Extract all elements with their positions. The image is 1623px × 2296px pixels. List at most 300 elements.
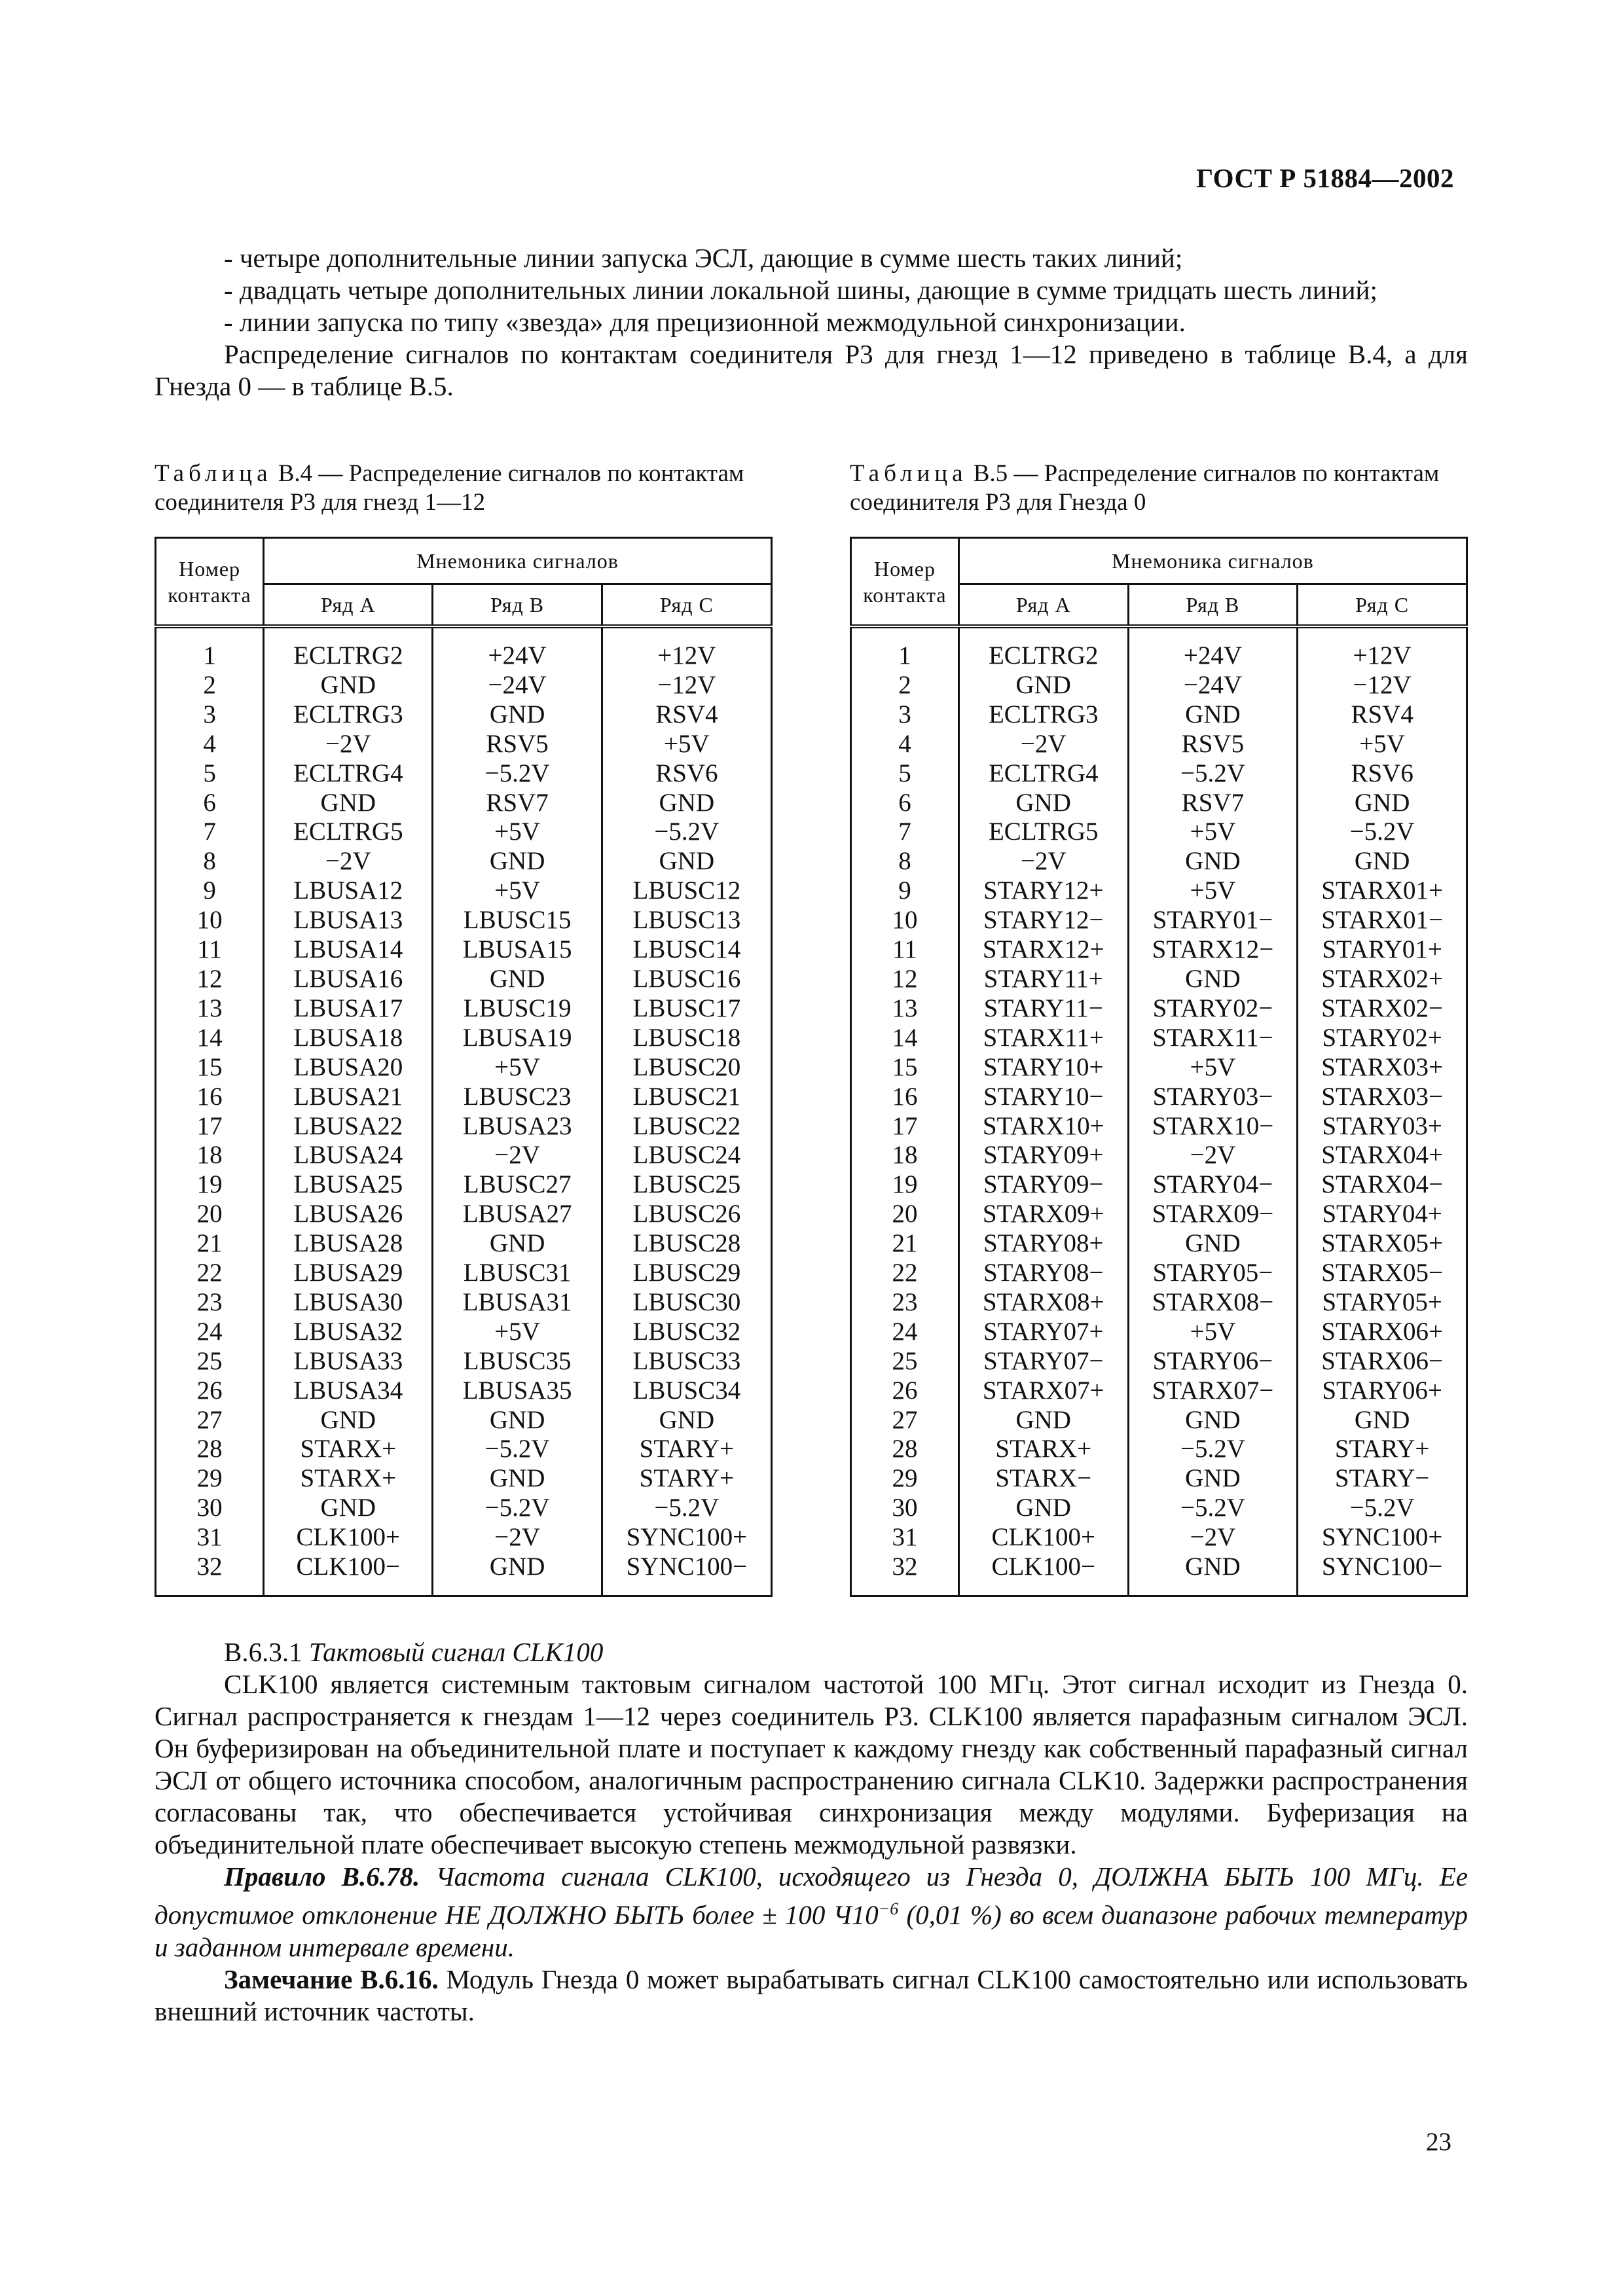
- table-row: [851, 1406, 1467, 1435]
- signal-cell: RSV7: [1128, 789, 1298, 818]
- rule-sup: −6: [878, 1899, 899, 1918]
- signal-cell: −2V: [958, 730, 1128, 759]
- table-b5-col-b: Ряд В: [1128, 584, 1298, 627]
- signal-cell: STARX08−: [1128, 1288, 1298, 1318]
- signal-cell: STARX−: [958, 1464, 1128, 1494]
- signal-cell: LBUSC22: [602, 1112, 771, 1141]
- table-row: [156, 1053, 772, 1083]
- signal-cell: LBUSA33: [264, 1347, 433, 1376]
- contact-number-cell: 27: [156, 1406, 264, 1435]
- signal-cell: LBUSC13: [602, 906, 771, 935]
- signal-cell: GND: [1128, 965, 1298, 994]
- signal-cell: ECLTRG2: [264, 641, 433, 671]
- signal-cell: LBUSA28: [264, 1229, 433, 1259]
- signal-cell: STARX12+: [958, 935, 1128, 965]
- table-row: [156, 1464, 772, 1494]
- note-paragraph: [155, 1964, 1468, 2028]
- signal-cell: STARX02+: [1298, 965, 1467, 994]
- signal-cell: LBUSA24: [264, 1141, 433, 1170]
- signal-cell: GND: [1128, 847, 1298, 876]
- table-b4-head-num: Номер контакта: [156, 538, 264, 627]
- table-row: [156, 1141, 772, 1170]
- signal-cell: ECLTRG2: [958, 641, 1128, 671]
- table-row: [851, 876, 1467, 906]
- table-b5-head-group: Мнемоника сигналов: [958, 538, 1467, 584]
- signal-cell: STARX06−: [1298, 1347, 1467, 1376]
- table-b5-caption-text: В.5 — Распределение сигналов по контактам соединителя Р3 для Гнезда 0: [850, 460, 1440, 516]
- table-row: [851, 935, 1467, 965]
- signal-cell: GND: [1128, 1406, 1298, 1435]
- table-row: [851, 994, 1467, 1024]
- signal-cell: CLK100+: [264, 1523, 433, 1552]
- contact-number-cell: 32: [851, 1552, 959, 1596]
- signal-cell: GND: [1298, 1406, 1467, 1435]
- signal-cell: +5V: [1128, 1053, 1298, 1083]
- signal-cell: STARY08+: [958, 1229, 1128, 1259]
- rule-label: Правило В.6.78.: [224, 1861, 420, 1892]
- contact-number-cell: 3: [156, 700, 264, 730]
- table-row: [156, 1552, 772, 1596]
- signal-cell: RSV4: [1298, 700, 1467, 730]
- signal-cell: STARY01−: [1128, 906, 1298, 935]
- contact-number-cell: 19: [851, 1170, 959, 1200]
- contact-number-cell: 18: [851, 1141, 959, 1170]
- signal-cell: LBUSA15: [433, 935, 602, 965]
- signal-cell: STARY11+: [958, 965, 1128, 994]
- table-b4: [155, 537, 773, 1597]
- contact-number-cell: 2: [156, 671, 264, 700]
- signal-cell: LBUSC32: [602, 1318, 771, 1347]
- signal-cell: STARY09−: [958, 1170, 1128, 1200]
- table-row: [156, 1318, 772, 1347]
- signal-cell: LBUSA29: [264, 1259, 433, 1288]
- signal-cell: −2V: [1128, 1141, 1298, 1170]
- signal-cell: STARX10−: [1128, 1112, 1298, 1141]
- signal-cell: −5.2V: [1298, 1494, 1467, 1523]
- contact-number-cell: 27: [851, 1406, 959, 1435]
- signal-cell: −12V: [1298, 671, 1467, 700]
- table-row: [851, 965, 1467, 994]
- signal-cell: −2V: [264, 730, 433, 759]
- table-row: [156, 1494, 772, 1523]
- contact-number-cell: 21: [851, 1229, 959, 1259]
- table-row: [851, 1347, 1467, 1376]
- table-row: [156, 1200, 772, 1229]
- table-row: [156, 730, 772, 759]
- table-b5: [850, 537, 1468, 1597]
- signal-cell: LBUSA13: [264, 906, 433, 935]
- signal-cell: GND: [602, 1406, 771, 1435]
- contact-number-cell: 9: [156, 876, 264, 906]
- table-row: [156, 1406, 772, 1435]
- signal-cell: STARY+: [602, 1464, 771, 1494]
- signal-cell: LBUSA21: [264, 1083, 433, 1112]
- table-row: [851, 1170, 1467, 1200]
- signal-cell: CLK100−: [958, 1552, 1128, 1596]
- signal-cell: STARX02−: [1298, 994, 1467, 1024]
- contact-number-cell: 15: [156, 1053, 264, 1083]
- signal-cell: −5.2V: [1128, 759, 1298, 789]
- signal-cell: STARY02−: [1128, 994, 1298, 1024]
- table-row: [851, 906, 1467, 935]
- signal-cell: −5.2V: [433, 1435, 602, 1464]
- signal-cell: −2V: [264, 847, 433, 876]
- table-row: [156, 1288, 772, 1318]
- signal-cell: GND: [433, 1229, 602, 1259]
- table-b5-head-num: Номер контакта: [851, 538, 959, 627]
- contact-number-cell: 20: [851, 1200, 959, 1229]
- table-row: [851, 847, 1467, 876]
- signal-cell: LBUSA20: [264, 1053, 433, 1083]
- contact-number-cell: 12: [851, 965, 959, 994]
- table-row: [156, 1170, 772, 1200]
- signal-cell: STARX09−: [1128, 1200, 1298, 1229]
- signal-cell: −2V: [433, 1141, 602, 1170]
- signal-cell: +12V: [602, 641, 771, 671]
- signal-cell: LBUSA27: [433, 1200, 602, 1229]
- table-row: [851, 1083, 1467, 1112]
- table-row: [851, 671, 1467, 700]
- signal-cell: STARX03+: [1298, 1053, 1467, 1083]
- signal-cell: STARY04−: [1128, 1170, 1298, 1200]
- contact-number-cell: 4: [156, 730, 264, 759]
- signal-cell: GND: [1128, 700, 1298, 730]
- signal-cell: −5.2V: [602, 1494, 771, 1523]
- signal-cell: −2V: [433, 1523, 602, 1552]
- signal-cell: LBUSA31: [433, 1288, 602, 1318]
- contact-number-cell: 32: [156, 1552, 264, 1596]
- signal-cell: ECLTRG3: [958, 700, 1128, 730]
- signal-cell: GND: [264, 789, 433, 818]
- signal-cell: STARY12+: [958, 876, 1128, 906]
- signal-cell: STARY09+: [958, 1141, 1128, 1170]
- signal-cell: STARX06+: [1298, 1318, 1467, 1347]
- table-row: [851, 1112, 1467, 1141]
- contact-number-cell: 10: [156, 906, 264, 935]
- table-row: [156, 671, 772, 700]
- contact-number-cell: 18: [156, 1141, 264, 1170]
- signal-cell: ECLTRG5: [958, 817, 1128, 847]
- signal-cell: LBUSA30: [264, 1288, 433, 1318]
- signal-cell: STARX07+: [958, 1376, 1128, 1406]
- signal-cell: LBUSC15: [433, 906, 602, 935]
- signal-cell: STARX04−: [1298, 1170, 1467, 1200]
- table-row: [851, 817, 1467, 847]
- signal-cell: −2V: [958, 847, 1128, 876]
- signal-cell: LBUSA22: [264, 1112, 433, 1141]
- signal-cell: STARX07−: [1128, 1376, 1298, 1406]
- signal-cell: STARY+: [602, 1435, 771, 1464]
- signal-cell: LBUSA23: [433, 1112, 602, 1141]
- table-row: [851, 1141, 1467, 1170]
- table-row: [156, 789, 772, 818]
- rule-text-1: Частота сигнала CLK100, исходящего из Гнезда 0, ДОЛЖНА БЫТЬ 100 МГц. Ее допустимое отклонение НЕ ДОЛЖНО БЫТЬ более ± 100 Ч10: [155, 1861, 1468, 1930]
- contact-number-cell: 10: [851, 906, 959, 935]
- contact-number-cell: 17: [156, 1112, 264, 1141]
- contact-number-cell: 2: [851, 671, 959, 700]
- signal-cell: LBUSC29: [602, 1259, 771, 1288]
- section-number: В.6.3.1: [224, 1637, 302, 1667]
- contact-number-cell: 30: [156, 1494, 264, 1523]
- signal-cell: STARY08−: [958, 1259, 1128, 1288]
- signal-cell: LBUSC14: [602, 935, 771, 965]
- table-row: [156, 1347, 772, 1376]
- signal-cell: +5V: [433, 876, 602, 906]
- signal-cell: ECLTRG3: [264, 700, 433, 730]
- table-row: [156, 847, 772, 876]
- signal-cell: LBUSC17: [602, 994, 771, 1024]
- table-row: [156, 935, 772, 965]
- signal-cell: STARX12−: [1128, 935, 1298, 965]
- signal-cell: STARX01−: [1298, 906, 1467, 935]
- signal-cell: RSV5: [1128, 730, 1298, 759]
- table-row: [851, 1288, 1467, 1318]
- contact-number-cell: 29: [156, 1464, 264, 1494]
- table-row: [851, 1229, 1467, 1259]
- table-row: [851, 1464, 1467, 1494]
- signal-cell: LBUSC35: [433, 1347, 602, 1376]
- contact-number-cell: 26: [156, 1376, 264, 1406]
- table-b4-caption-text: В.4 — Распределение сигналов по контактам соединителя Р3 для гнезд 1—12: [155, 460, 744, 516]
- intro-item: - линии запуска по типу «звезда» для прецизионной межмодульной синхронизации.: [224, 307, 1186, 337]
- table-b4-col-a: Ряд А: [264, 584, 433, 627]
- section-block: [155, 1636, 1468, 2028]
- signal-cell: −24V: [1128, 671, 1298, 700]
- signal-cell: LBUSC16: [602, 965, 771, 994]
- contact-number-cell: 19: [156, 1170, 264, 1200]
- section-title: Тактовый сигнал CLK100: [308, 1637, 604, 1667]
- table-row: [156, 1376, 772, 1406]
- table-row: [851, 1552, 1467, 1596]
- table-row: [851, 1024, 1467, 1053]
- signal-cell: STARX05+: [1298, 1229, 1467, 1259]
- contact-number-cell: 8: [156, 847, 264, 876]
- signal-cell: +5V: [1128, 817, 1298, 847]
- signal-cell: LBUSA14: [264, 935, 433, 965]
- contact-number-cell: 16: [156, 1083, 264, 1112]
- table-row: [851, 1376, 1467, 1406]
- signal-cell: −5.2V: [1128, 1435, 1298, 1464]
- signal-cell: CLK100+: [958, 1523, 1128, 1552]
- signal-cell: GND: [433, 1406, 602, 1435]
- signal-cell: STARY12−: [958, 906, 1128, 935]
- contact-number-cell: 31: [156, 1523, 264, 1552]
- intro-block: [155, 242, 1468, 403]
- signal-cell: LBUSA16: [264, 965, 433, 994]
- signal-cell: LBUSA32: [264, 1318, 433, 1347]
- signal-cell: +5V: [1298, 730, 1467, 759]
- signal-cell: LBUSC27: [433, 1170, 602, 1200]
- signal-cell: LBUSC28: [602, 1229, 771, 1259]
- contact-number-cell: 13: [156, 994, 264, 1024]
- signal-cell: +24V: [433, 641, 602, 671]
- signal-cell: −5.2V: [433, 759, 602, 789]
- contact-number-cell: 7: [156, 817, 264, 847]
- signal-cell: STARY05−: [1128, 1259, 1298, 1288]
- signal-cell: LBUSC25: [602, 1170, 771, 1200]
- table-row: [851, 1318, 1467, 1347]
- table-b4-col-b: Ряд В: [433, 584, 602, 627]
- signal-cell: STARY−: [1298, 1464, 1467, 1494]
- contact-number-cell: 21: [156, 1229, 264, 1259]
- table-row: [156, 1229, 772, 1259]
- contact-number-cell: 12: [156, 965, 264, 994]
- signal-cell: LBUSC26: [602, 1200, 771, 1229]
- table-row: [851, 700, 1467, 730]
- signal-cell: ECLTRG4: [958, 759, 1128, 789]
- table-b5-col-c: Ряд С: [1298, 584, 1467, 627]
- signal-cell: STARY01+: [1298, 935, 1467, 965]
- signal-cell: GND: [433, 1464, 602, 1494]
- signal-cell: LBUSC33: [602, 1347, 771, 1376]
- signal-cell: STARX+: [958, 1435, 1128, 1464]
- table-row: [156, 817, 772, 847]
- signal-cell: LBUSA34: [264, 1376, 433, 1406]
- signal-cell: STARY07+: [958, 1318, 1128, 1347]
- page-number: 23: [1426, 2128, 1451, 2156]
- table-row: [851, 1259, 1467, 1288]
- signal-cell: +5V: [433, 1318, 602, 1347]
- signal-cell: GND: [264, 1406, 433, 1435]
- signal-cell: STARX+: [264, 1464, 433, 1494]
- table-row: [156, 1024, 772, 1053]
- distribution-paragraph: Распределение сигналов по контактам соединителя Р3 для гнезд 1—12 приведено в таблице В.4, а для Гнезда 0 — в таблице В.5.: [155, 339, 1468, 401]
- contact-number-cell: 5: [851, 759, 959, 789]
- contact-number-cell: 14: [851, 1024, 959, 1053]
- signal-cell: STARY06−: [1128, 1347, 1298, 1376]
- section-body: CLK100 является системным тактовым сигналом частотой 100 МГц. Этот сигнал исходит из Гнезда 0. Сигнал распространяется к гнездам 1—12 через соединитель Р3. CLK100 является парафазным сигналом ЭСЛ. Он буферизирован на объединительной плате и поступает к каждому гнезду как собственный парафазный сигнал ЭСЛ от общего источника способом, аналогичным распространению сигнала CLK10. Задержки распространения согласованы так, что обеспечивается устойчивая синхронизация между модулями. Буферизация на объединительной плате обеспечивает высокую степень межмодульной развязки.: [155, 1669, 1468, 1859]
- contact-number-cell: 5: [156, 759, 264, 789]
- signal-cell: RSV6: [1298, 759, 1467, 789]
- signal-cell: STARY03+: [1298, 1112, 1467, 1141]
- signal-cell: −5.2V: [1298, 817, 1467, 847]
- signal-cell: LBUSC20: [602, 1053, 771, 1083]
- table-row: [851, 1494, 1467, 1523]
- signal-cell: STARY02+: [1298, 1024, 1467, 1053]
- signal-cell: STARX11−: [1128, 1024, 1298, 1053]
- signal-cell: RSV6: [602, 759, 771, 789]
- table-row: [156, 1435, 772, 1464]
- section-heading: [155, 1636, 1468, 1668]
- table-row: [156, 1259, 772, 1288]
- signal-cell: LBUSC21: [602, 1083, 771, 1112]
- signal-cell: GND: [1128, 1464, 1298, 1494]
- table-row: [851, 1053, 1467, 1083]
- signal-cell: −5.2V: [433, 1494, 602, 1523]
- signal-cell: −5.2V: [602, 817, 771, 847]
- table-b5-col-a: Ряд А: [958, 584, 1128, 627]
- note-label: Замечание В.6.16.: [224, 1964, 439, 1994]
- contact-number-cell: 22: [851, 1259, 959, 1288]
- signal-cell: STARX08+: [958, 1288, 1128, 1318]
- contact-number-cell: 25: [156, 1347, 264, 1376]
- signal-cell: +5V: [433, 817, 602, 847]
- signal-cell: LBUSA18: [264, 1024, 433, 1053]
- contact-number-cell: 8: [851, 847, 959, 876]
- signal-cell: LBUSC23: [433, 1083, 602, 1112]
- signal-cell: STARX05−: [1298, 1259, 1467, 1288]
- note-text: Модуль Гнезда 0 может вырабатывать сигнал CLK100 самостоятельно или использовать внешний источник частоты.: [155, 1964, 1468, 2026]
- signal-cell: GND: [433, 1552, 602, 1596]
- signal-cell: STARY+: [1298, 1435, 1467, 1464]
- signal-cell: GND: [1298, 789, 1467, 818]
- signal-cell: SYNC100−: [602, 1552, 771, 1596]
- signal-cell: STARY10−: [958, 1083, 1128, 1112]
- contact-number-cell: 15: [851, 1053, 959, 1083]
- contact-number-cell: 14: [156, 1024, 264, 1053]
- table-row: [156, 759, 772, 789]
- signal-cell: STARX10+: [958, 1112, 1128, 1141]
- signal-cell: LBUSA26: [264, 1200, 433, 1229]
- contact-number-cell: 13: [851, 994, 959, 1024]
- signal-cell: STARX04+: [1298, 1141, 1467, 1170]
- signal-cell: LBUSC24: [602, 1141, 771, 1170]
- signal-cell: LBUSC12: [602, 876, 771, 906]
- signal-cell: LBUSC31: [433, 1259, 602, 1288]
- signal-cell: +5V: [1128, 1318, 1298, 1347]
- contact-number-cell: 23: [156, 1288, 264, 1318]
- signal-cell: STARX11+: [958, 1024, 1128, 1053]
- signal-cell: SYNC100+: [1298, 1523, 1467, 1552]
- signal-cell: LBUSA17: [264, 994, 433, 1024]
- table-row: [851, 641, 1467, 671]
- table-b4-col-c: Ряд С: [602, 584, 771, 627]
- signal-cell: STARX03−: [1298, 1083, 1467, 1112]
- signal-cell: SYNC100−: [1298, 1552, 1467, 1596]
- signal-cell: GND: [958, 1406, 1128, 1435]
- contact-number-cell: 31: [851, 1523, 959, 1552]
- contact-number-cell: 1: [851, 641, 959, 671]
- contact-number-cell: 4: [851, 730, 959, 759]
- contact-number-cell: 16: [851, 1083, 959, 1112]
- contact-number-cell: 22: [156, 1259, 264, 1288]
- contact-number-cell: 6: [851, 789, 959, 818]
- table-row: [156, 876, 772, 906]
- table-row: [156, 965, 772, 994]
- signal-cell: ECLTRG4: [264, 759, 433, 789]
- signal-cell: +5V: [1128, 876, 1298, 906]
- signal-cell: GND: [958, 1494, 1128, 1523]
- signal-cell: −24V: [433, 671, 602, 700]
- signal-cell: STARY06+: [1298, 1376, 1467, 1406]
- table-row: [156, 1523, 772, 1552]
- signal-cell: STARY04+: [1298, 1200, 1467, 1229]
- intro-item: - четыре дополнительные линии запуска ЭСЛ, дающие в сумме шесть таких линий;: [224, 243, 1183, 273]
- signal-cell: STARY07−: [958, 1347, 1128, 1376]
- signal-cell: STARX+: [264, 1435, 433, 1464]
- signal-cell: GND: [1128, 1229, 1298, 1259]
- table-row: [156, 994, 772, 1024]
- contact-number-cell: 9: [851, 876, 959, 906]
- signal-cell: GND: [433, 700, 602, 730]
- contact-number-cell: 24: [156, 1318, 264, 1347]
- signal-cell: STARX01+: [1298, 876, 1467, 906]
- signal-cell: RSV5: [433, 730, 602, 759]
- table-row: [851, 1200, 1467, 1229]
- contact-number-cell: 23: [851, 1288, 959, 1318]
- signal-cell: LBUSC19: [433, 994, 602, 1024]
- signal-cell: LBUSC18: [602, 1024, 771, 1053]
- signal-cell: GND: [433, 965, 602, 994]
- signal-cell: +12V: [1298, 641, 1467, 671]
- signal-cell: −5.2V: [1128, 1494, 1298, 1523]
- signal-cell: −2V: [1128, 1523, 1298, 1552]
- intro-item: - двадцать четыре дополнительных линии локальной шины, дающие в сумме тридцать шесть линий;: [224, 275, 1377, 305]
- contact-number-cell: 11: [851, 935, 959, 965]
- rule-paragraph: [155, 1861, 1468, 1964]
- contact-number-cell: 6: [156, 789, 264, 818]
- signal-cell: GND: [602, 789, 771, 818]
